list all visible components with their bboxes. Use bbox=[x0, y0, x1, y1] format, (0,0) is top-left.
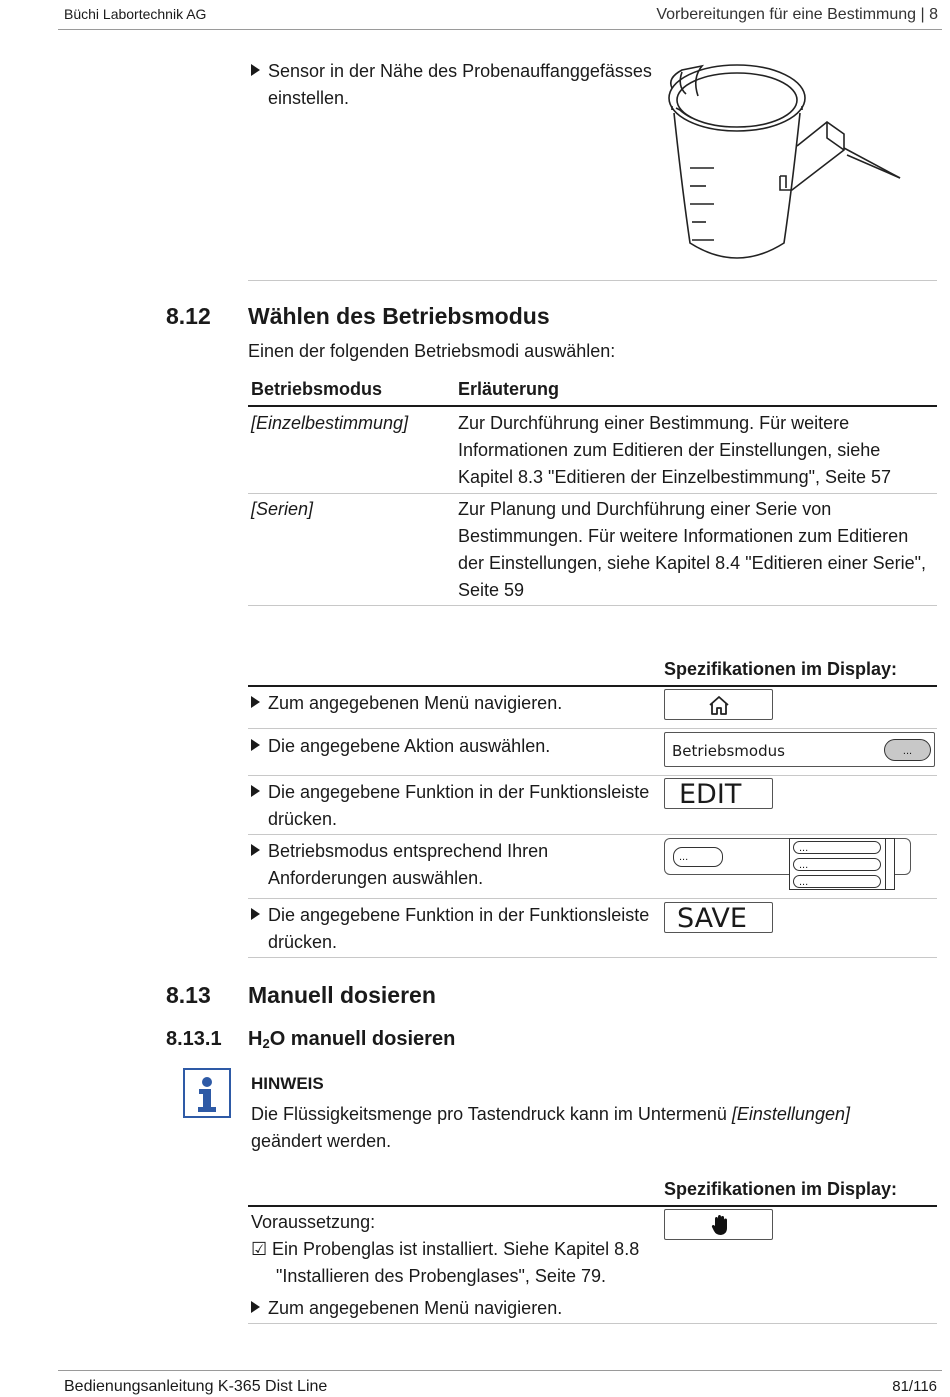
step-text: Zum angegebenen Menü navigieren. bbox=[268, 1298, 563, 1318]
explanation-line: der Einstellungen, siehe Kapitel 8.4 "Editieren einer Serie", bbox=[458, 553, 927, 573]
step-text: drücken. bbox=[268, 932, 338, 952]
checkbox-icon: ☑ bbox=[251, 1239, 268, 1259]
intro-step-line2: einstellen. bbox=[268, 88, 350, 108]
notice-text bbox=[251, 1101, 850, 1155]
table-row-mode: [Einzelbestimmung] bbox=[251, 413, 409, 433]
step-divider bbox=[248, 728, 937, 729]
dropdown-option[interactable]: ... bbox=[793, 875, 881, 888]
table-bottom-rule bbox=[248, 605, 937, 606]
manual-dosing-button[interactable] bbox=[664, 1209, 773, 1240]
field-label: Betriebsmodus bbox=[672, 742, 785, 760]
section-lead: Einen der folgenden Betriebsmodi auswählen: bbox=[248, 341, 616, 361]
bullet-triangle-icon bbox=[251, 785, 260, 797]
step-divider bbox=[248, 957, 937, 958]
header-company: Büchi Labortechnik AG bbox=[64, 6, 207, 22]
step-divider bbox=[248, 1323, 937, 1324]
step-text: Die angegebene Funktion in der Funktionsleiste bbox=[268, 782, 650, 802]
header-rule bbox=[58, 29, 942, 30]
info-glyph bbox=[185, 1070, 229, 1116]
spec-title: Spezifikationen im Display: bbox=[664, 659, 898, 679]
info-icon bbox=[183, 1068, 231, 1118]
section-title-8-13-1 bbox=[248, 1028, 455, 1051]
table-row-divider bbox=[248, 493, 937, 494]
explanation-line: Bestimmungen. Für weitere Informationen zum Editieren bbox=[458, 526, 909, 546]
step-text: Betriebsmodus entsprechend Ihren bbox=[268, 841, 549, 861]
step-choose-mode bbox=[251, 838, 548, 892]
prerequisite bbox=[251, 1236, 639, 1290]
notice-menu-reference: [Einstellungen] bbox=[731, 1104, 850, 1124]
explanation-line: Zur Durchführung einer Bestimmung. Für weitere bbox=[458, 413, 850, 433]
step-text: Die angegebene Funktion in der Funktionsleiste bbox=[268, 905, 650, 925]
prerequisite-line: Ein Probenglas ist installiert. Siehe Kapitel 8.8 bbox=[272, 1239, 640, 1259]
step-divider bbox=[248, 898, 937, 899]
bullet-triangle-icon bbox=[251, 1301, 260, 1313]
table-header-rule bbox=[248, 405, 937, 407]
dropdown-option[interactable]: ... bbox=[793, 858, 881, 871]
title-part: H bbox=[248, 1028, 263, 1050]
dropdown-scrollbar[interactable] bbox=[885, 839, 892, 889]
hand-icon bbox=[711, 1214, 729, 1236]
table-row-explanation bbox=[458, 496, 926, 604]
mode-dropdown[interactable] bbox=[789, 838, 895, 890]
step-select-action bbox=[251, 733, 550, 760]
selected-mode-pill[interactable]: ... bbox=[673, 847, 723, 867]
section-title-8-12: Wählen des Betriebsmodus bbox=[248, 303, 550, 329]
prerequisite-label: Voraussetzung: bbox=[251, 1212, 376, 1232]
divider bbox=[248, 280, 937, 281]
spec-rule bbox=[248, 685, 937, 687]
intro-step bbox=[251, 58, 652, 112]
step-text: drücken. bbox=[268, 809, 338, 829]
section-number-8-13: 8.13 bbox=[166, 982, 211, 1008]
step-press-edit bbox=[251, 779, 649, 833]
explanation-line: Zur Planung und Durchführung einer Serie von bbox=[458, 499, 832, 519]
section-title-8-13: Manuell dosieren bbox=[248, 982, 436, 1008]
table-header-explanation: Erläuterung bbox=[458, 379, 560, 399]
footer-manual: Bedienungsanleitung K-365 Dist Line bbox=[64, 1378, 328, 1395]
beaker-sensor-illustration bbox=[662, 58, 914, 273]
section-number-8-13-1: 8.13.1 bbox=[166, 1028, 222, 1050]
table-row-explanation bbox=[458, 410, 891, 491]
bullet-triangle-icon bbox=[251, 696, 260, 708]
explanation-line: Informationen zum Editieren der Einstellungen, siehe bbox=[458, 440, 881, 460]
step-press-save bbox=[251, 902, 649, 956]
step-divider bbox=[248, 834, 937, 835]
prerequisite-line: "Installieren des Probenglases", Seite 79. bbox=[276, 1266, 606, 1286]
spec-rule bbox=[248, 1205, 937, 1207]
title-subscript: 2 bbox=[262, 1036, 270, 1051]
dropdown-option[interactable]: ... bbox=[793, 841, 881, 854]
notice-title: HINWEIS bbox=[251, 1074, 324, 1093]
bullet-triangle-icon bbox=[251, 64, 260, 76]
step-text: Anforderungen auswählen. bbox=[268, 868, 484, 888]
notice-line: Die Flüssigkeitsmenge pro Tastendruck kann im Untermenü bbox=[251, 1104, 732, 1124]
title-part: O manuell dosieren bbox=[269, 1028, 456, 1050]
table-header-mode: Betriebsmodus bbox=[251, 379, 383, 399]
ellipsis-button[interactable]: ... bbox=[884, 739, 931, 761]
bullet-triangle-icon bbox=[251, 908, 260, 920]
footer-page: 81/116 bbox=[892, 1378, 937, 1395]
betriebsmodus-field[interactable] bbox=[664, 732, 935, 767]
step-text: Die angegebene Aktion auswählen. bbox=[268, 736, 551, 756]
step-navigate bbox=[251, 690, 562, 717]
intro-step-line1: Sensor in der Nähe des Probenauffanggefässes bbox=[268, 61, 652, 81]
home-icon bbox=[707, 694, 731, 716]
explanation-line: Kapitel 8.3 "Editieren der Einzelbestimmung", Seite 57 bbox=[458, 467, 892, 487]
step-navigate bbox=[251, 1295, 562, 1322]
header-section: Vorbereitungen für eine Bestimmung | 8 bbox=[656, 6, 938, 23]
edit-button[interactable]: EDIT bbox=[664, 778, 773, 809]
step-text: Zum angegebenen Menü navigieren. bbox=[268, 693, 563, 713]
section-number-8-12: 8.12 bbox=[166, 303, 211, 329]
footer-rule bbox=[58, 1370, 942, 1371]
home-button[interactable] bbox=[664, 689, 773, 720]
bullet-triangle-icon bbox=[251, 739, 260, 751]
explanation-line: Seite 59 bbox=[458, 580, 525, 600]
table-row-mode: [Serien] bbox=[251, 499, 314, 519]
spec-title: Spezifikationen im Display: bbox=[664, 1179, 898, 1199]
notice-line: geändert werden. bbox=[251, 1131, 392, 1151]
save-button[interactable]: SAVE bbox=[664, 902, 773, 933]
bullet-triangle-icon bbox=[251, 844, 260, 856]
step-divider bbox=[248, 775, 937, 776]
